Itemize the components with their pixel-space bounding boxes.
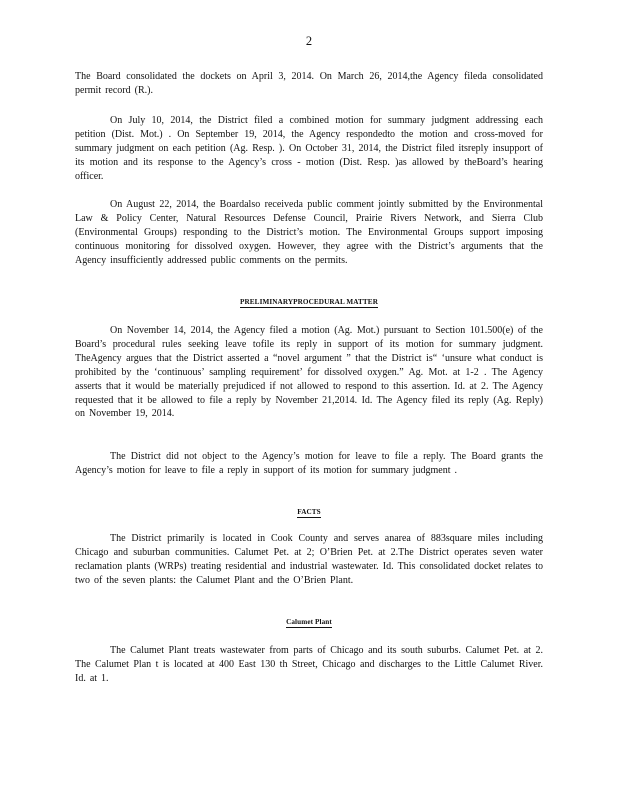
paragraph-public-comment: On August 22, 2014, the Boardalso receiveda public comment jointly submitted by the Environmental Law & Policy Center, Natural Resources Defense Council, Prairie Rivers Network, and Sierra Club (Environmental Groups) responding to the District’s motion. The Environmental Groups support imposing continuous monitoring for dissolved oxygen. However, they agree with the District’s arguments that the Agency insufficiently addressed public comments on the permits. [75, 199, 543, 266]
heading-preliminary-procedural-matter [0, 298, 618, 306]
heading-facts [0, 508, 618, 516]
paragraph-agency-motion: On November 14, 2014, the Agency filed a motion (Ag. Mot.) pursuant to Section 101.500(e) of the Board’s procedural rules seeking leave tofile its reply in support of its motion for summary judgment. TheAgency argues that the District asserted a “novel argument ” that the District is“ ‘unsure what conduct is prohibited by the ‘continuous’ sampling requirement’ for dissolved oxygen.” Ag. Mot. at 1-2 . The Agency asserts that it would be materially prejudiced if not allowed to respond to this assertion. Id. at 2. The Agency requested that it be allowed to file a reply by November 21,2014. Id. The Agency filed its reply (Ag. Reply) on November 19, 2014. [75, 325, 543, 420]
heading-calumet-plant [0, 618, 618, 626]
paragraph-consolidation: The Board consolidated the dockets on April 3, 2014. On March 26, 2014,the Agency fileda consolidated permit record (R.). [75, 71, 543, 96]
heading-facts-text: FACTS [297, 508, 321, 516]
paragraph-summary-judgment: On July 10, 2014, the District filed a combined motion for summary judgment addressing each petition (Dist. Mot.) . On September 19, 2014, the Agency respondedto the motion and cross-moved for summary judgment on each petition (Ag. Resp. ). On October 31, 2014, the District filed itsreply insupport of its motion and its response to the Agency’s cross - motion (Dist. Resp. )as allowed by theBoard’s hearing officer. [75, 115, 543, 182]
heading-calumet-text: Calumet Plant [286, 618, 332, 626]
page-number: 2 [305, 34, 313, 48]
paragraph-calumet-plant: The Calumet Plant treats wastewater from parts of Chicago and its south suburbs. Calumet Pet. at 2. The Calumet Plan t is located at 400 East 130 th Street, Chicago and discharges to the Little Calumet River. Id. at 1. [75, 645, 543, 684]
paragraph-board-grants: The District did not object to the Agency’s motion for leave to file a reply. The Board grants the Agency’s motion for leave to file a reply in support of its motion for summary judgment . [75, 451, 543, 476]
paragraph-district-facts: The District primarily is located in Cook County and serves anarea of 883square miles including Chicago and suburban communities. Calumet Pet. at 2; O’Brien Pet. at 2.The District operates seven water reclamation plants (WRPs) treating residential and industrial wastewater. Id. This consolidated docket relates to two of the seven plants: the Calumet Plant and the O’Brien Plant. [75, 533, 543, 586]
heading-preliminary-text: PRELIMINARYPROCEDURAL MATTER [240, 298, 378, 306]
